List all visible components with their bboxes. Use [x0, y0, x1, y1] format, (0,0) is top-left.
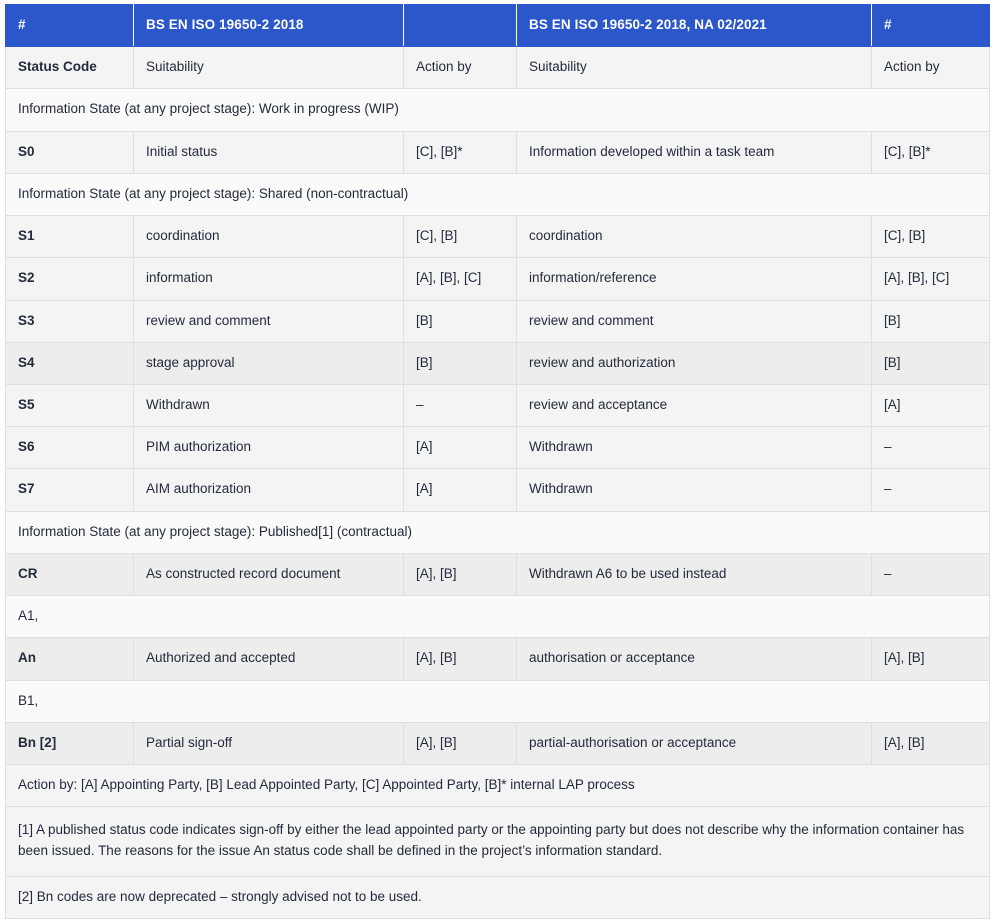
row-action-2: –: [872, 553, 990, 595]
row-suitability-2: review and authorization: [517, 342, 872, 384]
group-row-wip: [6, 89, 990, 131]
row-suitability-2: coordination: [517, 216, 872, 258]
row-action-2: [A], [B]: [872, 638, 990, 680]
row-action-1: [B]: [404, 300, 517, 342]
header-cell-blank: [404, 5, 517, 47]
subheader-suitability-2: Suitability: [517, 47, 872, 89]
row-suitability-2: information/reference: [517, 258, 872, 300]
group-row-published: [6, 511, 990, 553]
subheader-action-by-1: Action by: [404, 47, 517, 89]
row-suitability-2: Withdrawn A6 to be used instead: [517, 553, 872, 595]
row-suitability-2: review and comment: [517, 300, 872, 342]
footnote-note-1: [1] A published status code indicates sign-off by either the lead appointed party or the appointing party but does not describe why the information container has been issued. The reasons for the issue An status code shall be defined in the project’s information standard.: [6, 807, 990, 877]
row-action-1: [C], [B]: [404, 216, 517, 258]
table-row: [6, 342, 990, 384]
row-code: CR: [6, 553, 134, 595]
subheader-status-code: Status Code: [6, 47, 134, 89]
subheader-action-by-2: Action by: [872, 47, 990, 89]
row-suitability-1: Authorized and accepted: [134, 638, 404, 680]
row-action-1: [A], [B], [C]: [404, 258, 517, 300]
row-code: S3: [6, 300, 134, 342]
subheader-suitability-1: Suitability: [134, 47, 404, 89]
table-row: [6, 553, 990, 595]
status-code-table: [5, 4, 990, 919]
row-action-1: –: [404, 384, 517, 426]
row-code: Bn [2]: [6, 722, 134, 764]
row-suitability-2: Withdrawn: [517, 427, 872, 469]
row-suitability-1: As constructed record document: [134, 553, 404, 595]
row-action-2: [A], [B], [C]: [872, 258, 990, 300]
row-suitability-1: PIM authorization: [134, 427, 404, 469]
row-suitability-2: authorisation or acceptance: [517, 638, 872, 680]
row-code: S7: [6, 469, 134, 511]
row-action-2: –: [872, 427, 990, 469]
group-row-b1: [6, 680, 990, 722]
table-row: [6, 722, 990, 764]
row-action-2: [B]: [872, 300, 990, 342]
row-action-2: [A]: [872, 384, 990, 426]
row-action-1: [A]: [404, 427, 517, 469]
group-label-b1: B1,: [6, 680, 990, 722]
header-row: [6, 5, 990, 47]
row-suitability-1: Partial sign-off: [134, 722, 404, 764]
footnote-row-1: [6, 807, 990, 877]
row-code: S0: [6, 131, 134, 173]
row-code: S2: [6, 258, 134, 300]
table-row: [6, 258, 990, 300]
table-row: [6, 638, 990, 680]
table-row: [6, 427, 990, 469]
table-row: [6, 469, 990, 511]
footnote-note-2: [2] Bn codes are now deprecated – strongly advised not to be used.: [6, 877, 990, 919]
table-header: [6, 5, 990, 47]
row-suitability-2: partial-authorisation or acceptance: [517, 722, 872, 764]
table-row: [6, 131, 990, 173]
group-label-a1: A1,: [6, 596, 990, 638]
row-code: S5: [6, 384, 134, 426]
row-suitability-1: coordination: [134, 216, 404, 258]
footnote-row-action-by: [6, 764, 990, 806]
footnote-action-by-key: Action by: [A] Appointing Party, [B] Lead Appointed Party, [C] Appointed Party, [B]* internal LAP process: [6, 764, 990, 806]
row-action-1: [A], [B]: [404, 638, 517, 680]
row-suitability-1: Initial status: [134, 131, 404, 173]
row-action-2: –: [872, 469, 990, 511]
row-code: An: [6, 638, 134, 680]
row-suitability-1: review and comment: [134, 300, 404, 342]
row-suitability-2: review and acceptance: [517, 384, 872, 426]
group-label-wip: Information State (at any project stage): Work in progress (WIP): [6, 89, 990, 131]
group-row-a1: [6, 596, 990, 638]
row-suitability-2: Withdrawn: [517, 469, 872, 511]
row-code: S1: [6, 216, 134, 258]
table-row: [6, 216, 990, 258]
row-action-1: [C], [B]*: [404, 131, 517, 173]
row-action-2: [C], [B]: [872, 216, 990, 258]
row-suitability-2: Information developed within a task team: [517, 131, 872, 173]
row-action-1: [A], [B]: [404, 553, 517, 595]
row-suitability-1: stage approval: [134, 342, 404, 384]
row-action-1: [A]: [404, 469, 517, 511]
header-cell-code-right: #: [872, 5, 990, 47]
footnote-row-2: [6, 877, 990, 919]
row-suitability-1: AIM authorization: [134, 469, 404, 511]
header-cell-code-left: #: [6, 5, 134, 47]
row-action-2: [C], [B]*: [872, 131, 990, 173]
header-cell-standard-na: BS EN ISO 19650-2 2018, NA 02/2021: [517, 5, 872, 47]
header-cell-standard-bs-en-iso: BS EN ISO 19650-2 2018: [134, 5, 404, 47]
row-code: S6: [6, 427, 134, 469]
group-label-published: Information State (at any project stage): Published[1] (contractual): [6, 511, 990, 553]
subheader-row: [6, 47, 990, 89]
row-suitability-1: Withdrawn: [134, 384, 404, 426]
row-code: S4: [6, 342, 134, 384]
group-row-shared: [6, 173, 990, 215]
table-row: [6, 384, 990, 426]
row-action-1: [B]: [404, 342, 517, 384]
group-label-shared: Information State (at any project stage): Shared (non-contractual): [6, 173, 990, 215]
row-action-2: [A], [B]: [872, 722, 990, 764]
row-suitability-1: information: [134, 258, 404, 300]
row-action-1: [A], [B]: [404, 722, 517, 764]
row-action-2: [B]: [872, 342, 990, 384]
table-row: [6, 300, 990, 342]
table-body: [6, 47, 990, 919]
